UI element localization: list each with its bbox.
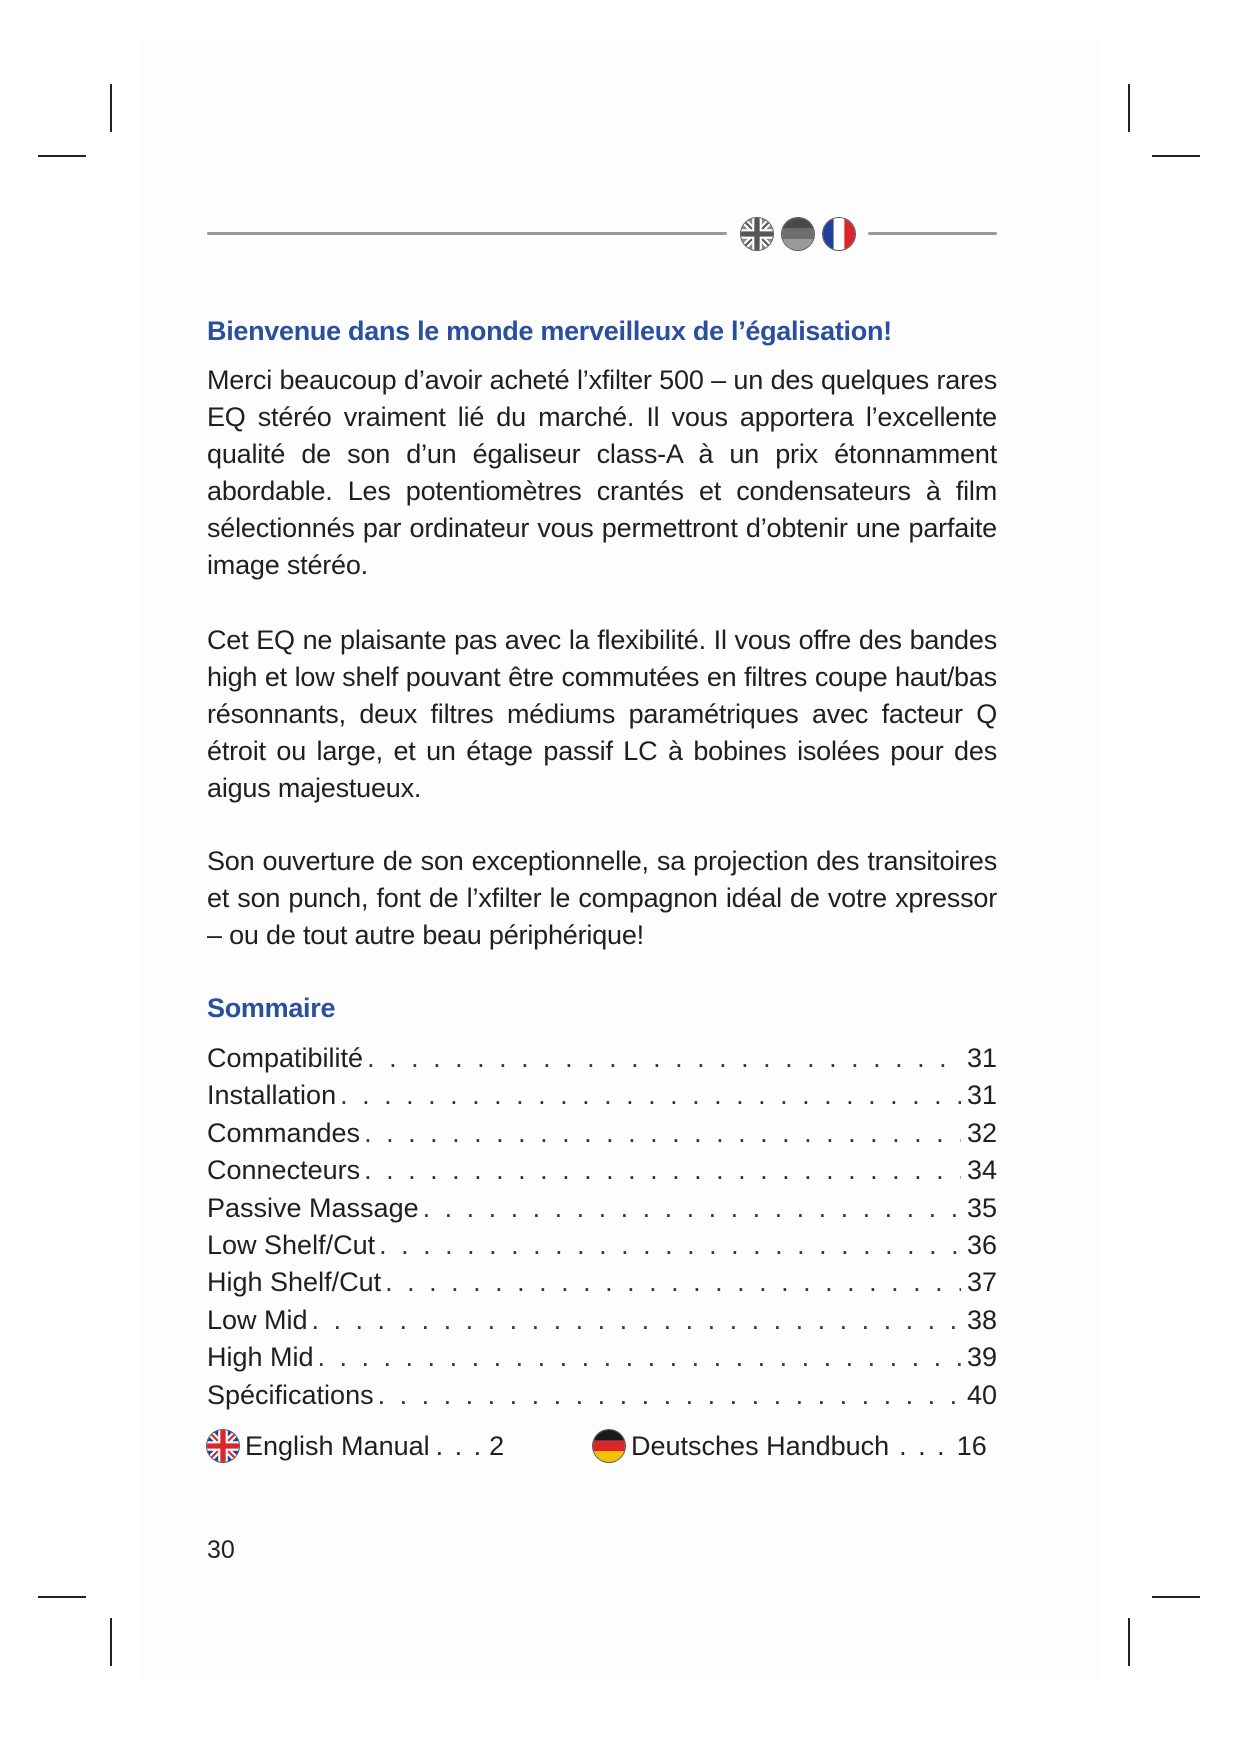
toc-item[interactable]: [207, 1077, 997, 1114]
toc-leader-dots: [379, 1227, 961, 1264]
header-rule-right: [868, 232, 997, 235]
toc-item[interactable]: [207, 1227, 997, 1264]
intro-paragraph: Cet EQ ne plaisante pas avec la flexibilité. Il vous offre des bandes high et low shelf pouvant être commutées en filtres coupe haut/bas résonnants, deux filtres médiums paramétriques avec facteur Q étroit ou large, et un étage passif LC à bobines isolées pour des aigus majestueux.: [207, 625, 997, 803]
toc-item-page: 35: [966, 1192, 997, 1223]
toc-leader-dots: [385, 1264, 961, 1301]
toc-item-label: High Shelf/Cut: [207, 1267, 382, 1298]
toc-item-label: High Mid: [207, 1342, 314, 1373]
toc-item-label: Commandes: [207, 1117, 361, 1148]
toc-item[interactable]: [207, 1190, 997, 1227]
toc-item[interactable]: [207, 1040, 997, 1077]
toc-list: [207, 1040, 997, 1414]
toc-title-container: [207, 993, 997, 1024]
toc-item[interactable]: [207, 1339, 997, 1376]
english-manual-label: English Manual: [245, 1430, 430, 1461]
manual-links: [207, 1430, 997, 1470]
crop-mark-top-left-horizontal: [38, 155, 86, 157]
toc-item-label: Spécifications: [207, 1379, 374, 1410]
intro-paragraph-2-container: [207, 622, 997, 807]
toc-item-page: 32: [966, 1117, 997, 1148]
german-manual-label: Deutsches Handbuch: [631, 1430, 890, 1461]
german-manual-link[interactable]: [593, 1430, 987, 1462]
page-number: 30: [207, 1536, 235, 1564]
intro-paragraph-3-container: [207, 843, 997, 954]
toc-item[interactable]: [207, 1302, 997, 1339]
intro-paragraph: Merci beaucoup d’avoir acheté l’xfilter 500 – un des quelques rares EQ stéréo vraiment lié du marché. Il vous apportera l’excellente qualité de son d’un égaliseur class-A à un prix étonnamment abordable. Les potentiomètres crantés et condensateurs à film sélectionnés par ordinateur vous permettront d’obtenir une parfaite image stéréo.: [207, 365, 997, 580]
toc-leader-dots: [423, 1190, 961, 1227]
toc-leader-dots: [364, 1115, 961, 1152]
german-manual-page: 16: [956, 1430, 987, 1461]
toc-item-label: Low Mid: [207, 1304, 308, 1335]
toc-item-label: Passive Massage: [207, 1192, 419, 1223]
toc-item-label: Connecteurs: [207, 1155, 361, 1186]
toc-item-page: 38: [966, 1304, 997, 1335]
crop-mark-bottom-right-vertical: [1128, 1618, 1130, 1666]
toc-item-label: Low Shelf/Cut: [207, 1229, 376, 1260]
crop-mark-bottom-right-horizontal: [1152, 1596, 1200, 1598]
toc-item-page: 34: [966, 1155, 997, 1186]
toc-item-page: 39: [966, 1342, 997, 1373]
toc-leader-dots: [318, 1339, 961, 1376]
english-manual-page: 2: [489, 1430, 505, 1461]
intro-title: Bienvenue dans le monde merveilleux de l’égalisation!: [207, 316, 892, 346]
crop-mark-top-right-horizontal: [1152, 155, 1200, 157]
toc-item-page: 31: [966, 1080, 997, 1111]
uk-flag-icon: [207, 1430, 239, 1462]
crop-mark-bottom-left-vertical: [110, 1618, 112, 1666]
de-flag-icon[interactable]: [782, 218, 814, 250]
crop-mark-top-right-vertical: [1128, 84, 1130, 132]
intro-paragraph-1-container: [207, 362, 997, 584]
toc-item-page: 31: [966, 1043, 997, 1073]
intro-paragraph: Son ouverture de son exceptionnelle, sa projection des transitoires et son punch, font de l’xfilter le compagnon idéal de votre xpressor – ou de tout autre beau périphérique!: [207, 846, 997, 950]
header-rule-left: [207, 232, 727, 235]
intro-section: [207, 316, 997, 347]
english-manual-link[interactable]: [207, 1430, 504, 1462]
toc-item[interactable]: [207, 1377, 997, 1414]
toc-item-page: 40: [966, 1379, 997, 1410]
fr-flag-icon[interactable]: [823, 218, 855, 250]
toc-item[interactable]: [207, 1115, 997, 1152]
toc-item-page: 37: [966, 1267, 997, 1298]
toc-item[interactable]: [207, 1264, 997, 1301]
toc-item-label: Installation: [207, 1080, 337, 1111]
toc-item[interactable]: [207, 1152, 997, 1189]
toc-leader-dots: [340, 1077, 961, 1114]
toc-leader-dots: [312, 1302, 961, 1339]
uk-flag-icon[interactable]: [741, 218, 773, 250]
toc-item-page: 36: [966, 1229, 997, 1260]
toc-leader-dots: [364, 1152, 961, 1189]
toc-title: Sommaire: [207, 993, 336, 1023]
english-manual-dots: . . .: [435, 1430, 484, 1461]
de-flag-icon: [593, 1430, 625, 1462]
toc-leader-dots: [378, 1377, 961, 1414]
toc-leader-dots: [367, 1040, 961, 1077]
german-manual-dots: . . .: [899, 1430, 947, 1461]
toc-item-label: Compatibilité: [207, 1043, 364, 1073]
crop-mark-bottom-left-horizontal: [38, 1596, 86, 1598]
crop-mark-top-left-vertical: [110, 84, 112, 132]
